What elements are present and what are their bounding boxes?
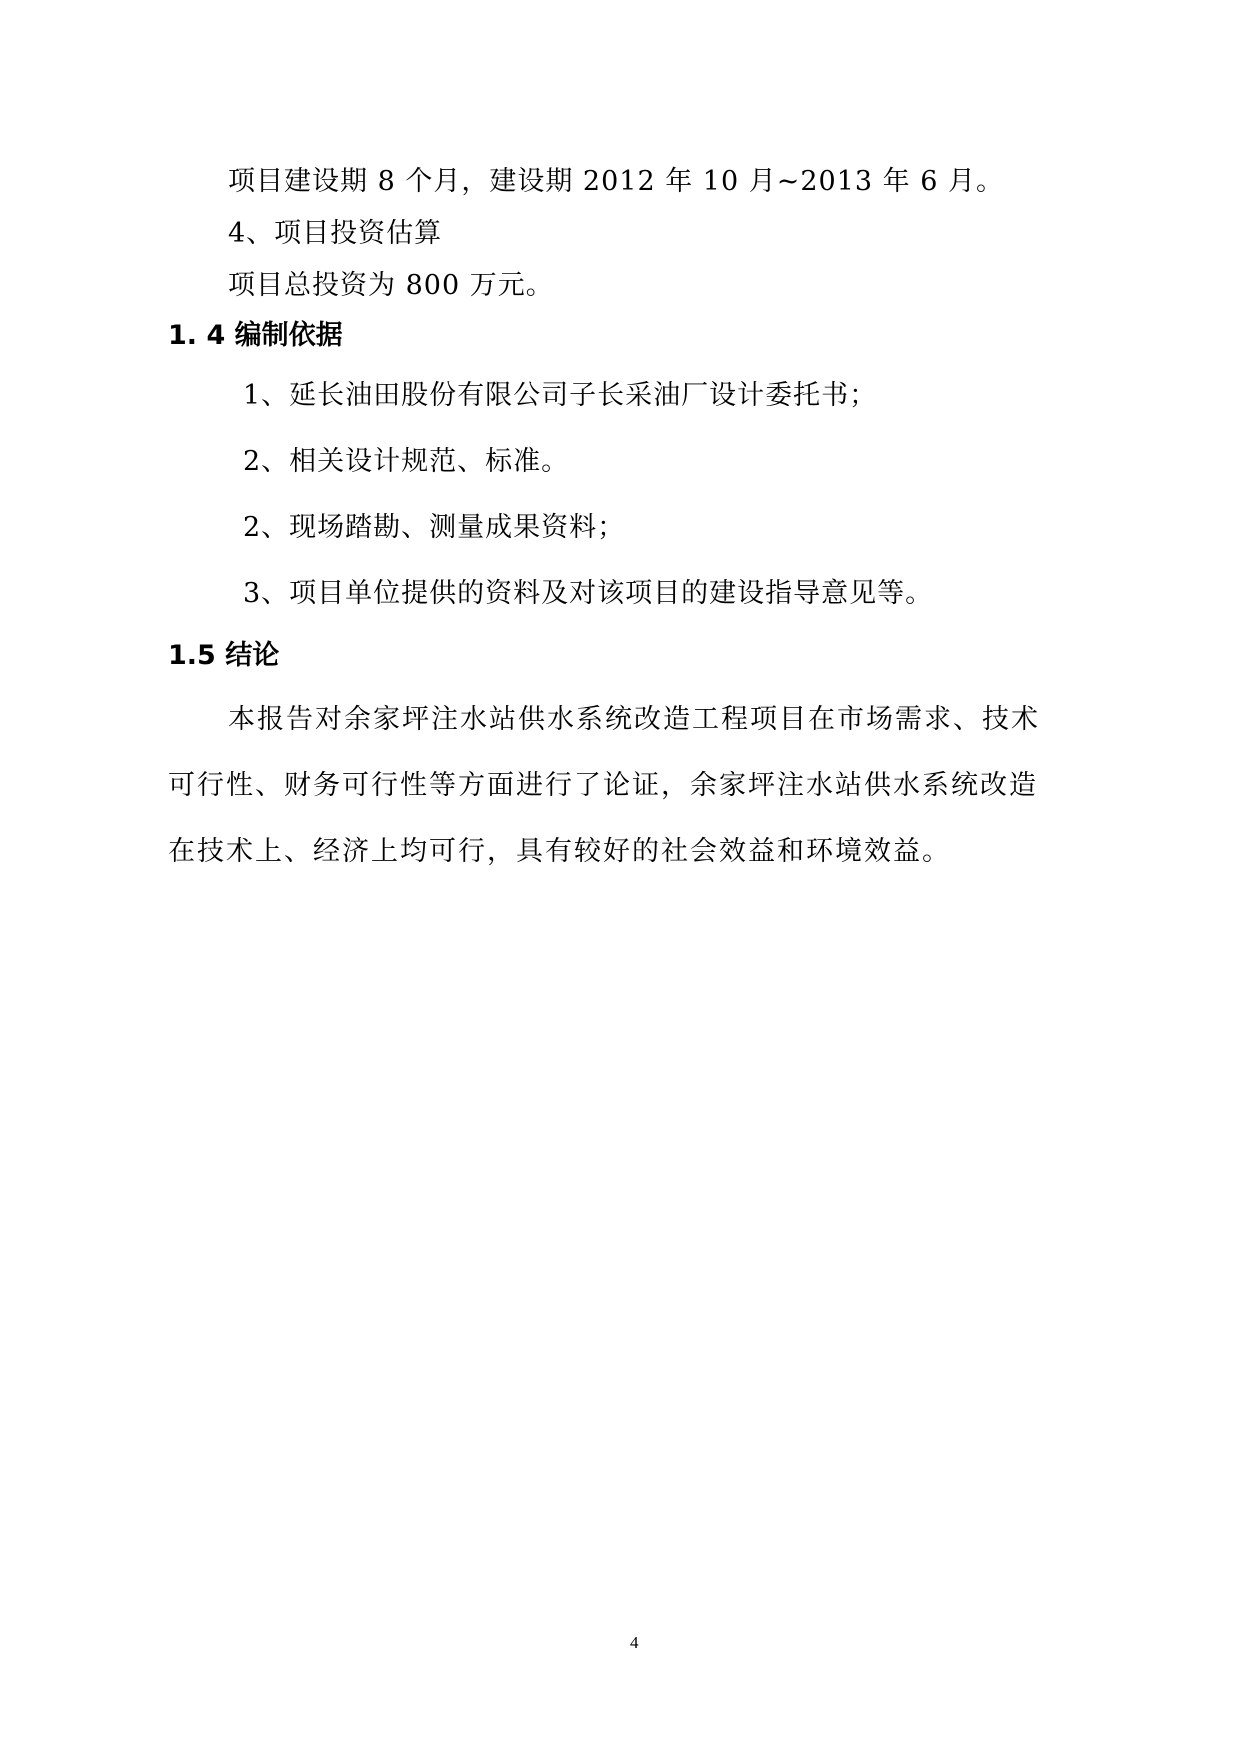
section-heading: 1. 4 编制依据: [168, 320, 343, 351]
section-heading: 1.5 结论: [168, 640, 280, 671]
paragraph-line: 在技术上、经济上均可行，具有较好的社会效益和环境效益。: [168, 836, 951, 867]
basis-item: 2、现场踏勘、测量成果资料；: [243, 512, 626, 543]
paragraph-line: 可行性、财务可行性等方面进行了论证，余家坪注水站供水系统改造: [168, 770, 1038, 801]
investment-text: 项目总投资为 800 万元。: [228, 270, 554, 301]
basis-item: 3、项目单位提供的资料及对该项目的建设指导意见等。: [243, 578, 934, 609]
schedule-text: 项目建设期 8 个月，建设期 2012 年 10 月~2013 年 6 月。: [228, 166, 1005, 197]
item-4-title: 4、项目投资估算: [228, 218, 443, 249]
paragraph-line: 本报告对余家坪注水站供水系统改造工程项目在市场需求、技术: [228, 704, 1040, 735]
page-number: 4: [630, 1633, 639, 1652]
basis-item: 1、延长油田股份有限公司子长采油厂设计委托书；: [243, 380, 878, 411]
basis-item: 2、相关设计规范、标准。: [243, 446, 570, 477]
